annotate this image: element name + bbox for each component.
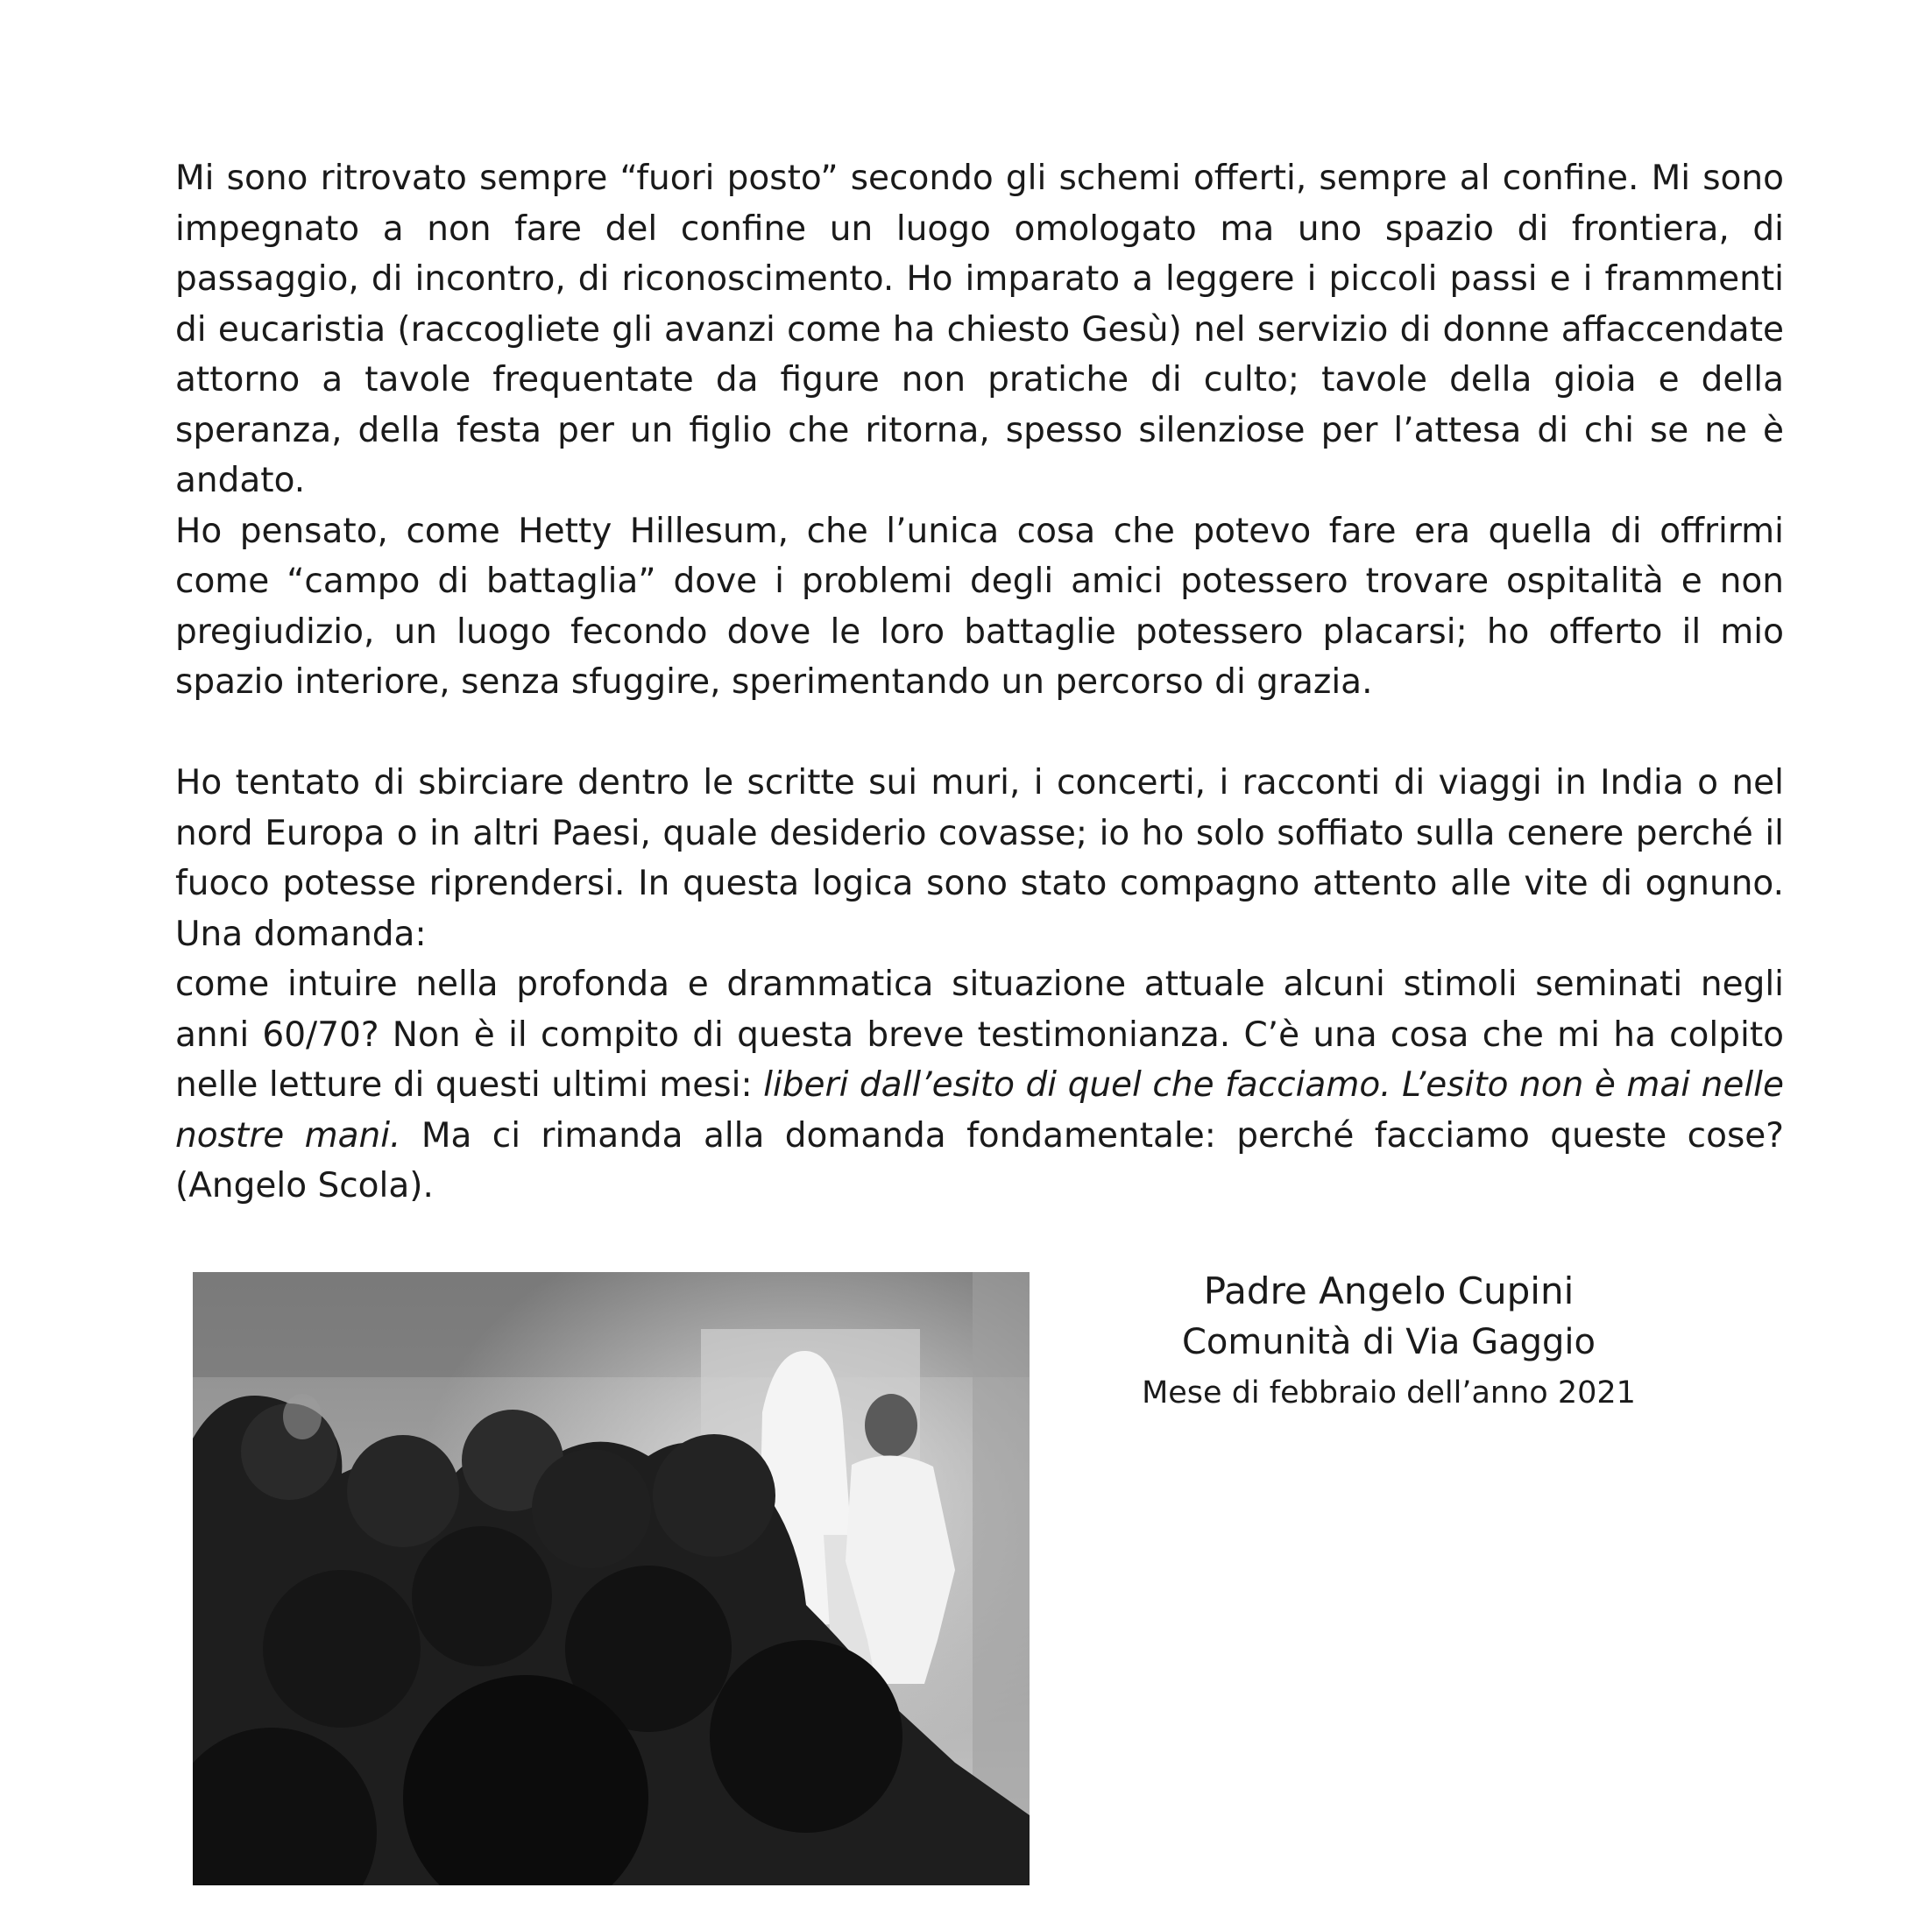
paragraph-2: Ho pensato, come Hetty Hillesum, che l’unica cosa che potevo fare era quella di offrirmi come “campo di battaglia” dove i problemi degli amici potessero trovare ospitalità e non pregiudizio, un luogo fecondo dove le loro battaglie potessero placarsi; ho offerto il mio spazio interiore, senza sfuggire, sperimentando un percorso di grazia.: [175, 511, 1784, 702]
signature-block: [1078, 1266, 1700, 1418]
paragraph-4-italic-quote: liberi dall’esito di quel che facciamo. L’esito non è mai nelle nostre mani.: [175, 1065, 1784, 1156]
paragraph-4: [175, 959, 1784, 1212]
paragraph-4-text-before: come intuire nella profonda e drammatica situazione attuale alcuni stimoli seminati negli anni 60/70? Non è il compito di questa breve testimonianza. C’è una cosa che mi ha colpito nelle letture di questi ultimi mesi:: [175, 965, 1784, 1105]
signature-date: Mese di febbraio dell’anno 2021: [1142, 1375, 1636, 1410]
body-text: [175, 153, 1784, 1212]
author-name: Padre Angelo Cupini: [1203, 1269, 1575, 1312]
paragraph-1: Mi sono ritrovato sempre “fuori posto” secondo gli schemi offerti, sempre al confine. Mi sono impegnato a non fare del confine un luogo omologato ma uno spazio di frontiera, di passaggio, di incontro, di riconoscimento. Ho imparato a leggere i piccoli passi e i frammenti di eucaristia (raccogliete gli avanzi come ha chiesto Gesù) nel servizio di donne affaccendate attorno a tavole frequentate da figure non pratiche di culto; tavole della gioia e della speranza, della festa per un figlio che ritorna, spesso silenziose per l’attesa di chi se ne è andato.: [175, 159, 1784, 500]
author-community: Comunità di Via Gaggio: [1181, 1322, 1596, 1362]
paragraph-4-text-after: Ma ci rimanda alla domanda fondamentale: perché facciamo queste cose? (Angelo Scola).: [175, 1115, 1784, 1205]
photo-community-gathering: [193, 1272, 1030, 1885]
paragraph-3: Ho tentato di sbirciare dentro le scritte sui muri, i concerti, i racconti di viaggi in India o nel nord Europa o in altri Paesi, quale desiderio covasse; io ho solo soffiato sulla cenere perché il fuoco potesse riprendersi. In questa logica sono stato compagno attento alle vite di ognuno. Una domanda:: [175, 763, 1784, 954]
